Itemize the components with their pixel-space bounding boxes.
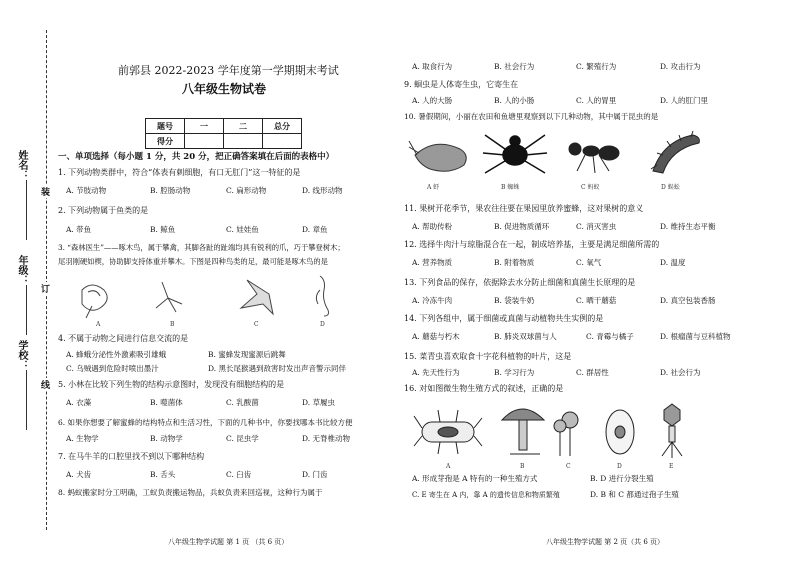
animal-label-c: C 蚂蚁 <box>581 184 600 191</box>
score-head-part1: 一 <box>185 119 224 134</box>
q3-stem-line1: 3. “森林医生”——啄木鸟，属于攀禽，其脚各趾的趾端均具有锐利的爪，巧于攀登树木； <box>58 243 345 252</box>
name-label: 姓名： <box>16 150 27 180</box>
shrimp-image <box>409 141 466 171</box>
q8-option-c: C. 繁殖行为 <box>576 62 617 71</box>
microbe-label-a: A <box>446 463 451 470</box>
virus-image <box>662 404 682 458</box>
score-head-label: 题号 <box>146 119 185 134</box>
score-total-cell[interactable] <box>263 134 302 149</box>
bird-foot-label-b: B <box>170 321 175 328</box>
q13-option-d: D. 真空包装香肠 <box>660 296 716 305</box>
q7-option-b: B. 舌头 <box>150 470 176 479</box>
q8-option-b: B. 社会行为 <box>494 62 535 71</box>
score-table <box>145 118 302 149</box>
q16-option-c: C. E 寄生在 A 内，靠 A 的遗传信息和物质繁殖 <box>412 491 560 499</box>
q2-option-c: C. 娃娃鱼 <box>226 225 259 234</box>
q10-stem: 10. 暑假期间，小丽在农田和鱼塘里观察到以下几种动物，其中属于昆虫的是 <box>404 112 659 121</box>
q11-option-b: B. 促进物质循环 <box>494 222 550 231</box>
spider-image <box>483 135 547 173</box>
q4-stem: 4. 不属于动物之间进行信息交流的是 <box>58 334 189 343</box>
q1-option-b: B. 腔肠动物 <box>150 186 191 195</box>
q13-stem: 13. 下列食品的保存，依据除去水分防止细菌和真菌生长原理的是 <box>404 278 636 287</box>
score-head-part2: 二 <box>224 119 263 134</box>
q16-option-b: B. D 进行分裂生殖 <box>590 474 654 483</box>
animal-label-a: A 虾 <box>427 184 440 191</box>
school-label: 学校： <box>16 340 27 370</box>
mold-image <box>554 412 578 456</box>
q11-option-d: D. 维持生态平衡 <box>660 222 716 231</box>
q9-stem: 9. 蛔虫是人体寄生虫，它寄生在 <box>404 80 519 89</box>
q2-option-b: B. 鲸鱼 <box>150 225 176 234</box>
grade-underline <box>26 285 27 335</box>
q8-option-d: D. 攻击行为 <box>660 62 701 71</box>
q15-option-a: A. 先天性行为 <box>412 368 460 377</box>
mushroom-image <box>502 409 544 454</box>
q4-option-d: D. 黑长尾猴遇到敌害时发出声音警示同伴 <box>208 364 347 373</box>
q6-option-a: A. 生物学 <box>66 434 99 443</box>
q9-option-c: C. 人的胃里 <box>576 96 617 105</box>
q15-stem: 15. 菜青虫喜欢取食十字花科植物的叶片，这是 <box>404 352 572 361</box>
q12-stem: 12. 选择牛肉汁与琼脂混合在一起，制成培养基，主要是满足细菌所需的 <box>404 240 660 249</box>
q5-option-a: A. 衣藻 <box>66 398 92 407</box>
q7-option-c: C. 臼齿 <box>226 470 252 479</box>
q11-option-a: A. 帮助传粉 <box>412 222 453 231</box>
q7-stem: 7. 在马牛羊的口腔里找不到以下哪种结构 <box>58 452 205 461</box>
q12-option-a: A. 营养物质 <box>412 258 453 267</box>
animal-label-d: D 蜈蚣 <box>661 184 680 191</box>
q6-option-d: D. 无脊椎动物 <box>302 434 351 443</box>
q12-option-c: C. 氧气 <box>576 258 602 267</box>
microbe-label-c: C <box>566 463 571 470</box>
q12-option-b: B. 附着物质 <box>494 258 535 267</box>
animal-label-b: B 蜘蛛 <box>501 184 520 191</box>
q3-stem-line2: 尾羽刚硬如楔，协助脚支持体重并攀木。下图是四种鸟类的足，最可能是啄木鸟的是 <box>58 257 328 266</box>
q14-option-d: D. 根瘤菌与豆科植物 <box>660 332 731 341</box>
q2-option-d: D. 章鱼 <box>302 225 328 234</box>
centipede-image <box>651 131 699 173</box>
microbe-label-b: B <box>520 463 525 470</box>
fold-mark-zhuang: 装 <box>41 185 50 198</box>
q16-stem: 16. 对如图微生物生殖方式的叙述，正确的是 <box>404 384 564 393</box>
ant-image <box>569 143 619 173</box>
q1-option-a: A. 节肢动物 <box>66 186 107 195</box>
q11-option-c: C. 消灭害虫 <box>576 222 617 231</box>
bird-foot-label-a: A <box>96 321 101 328</box>
q9-option-d: D. 人的肛门里 <box>660 96 709 105</box>
q8-stem: 8. 蚂蚁搬家时分工明确，工蚁负责搬运物品，兵蚁负责来回巡视，这种行为属于 <box>58 488 323 497</box>
q4-option-a: A. 蜂蛾分泌性外激素吸引雄蛾 <box>66 350 167 359</box>
animals-figure <box>405 125 705 195</box>
q16-option-d: D. B 和 C 都通过孢子生殖 <box>590 490 679 499</box>
q4-option-c: C. 乌贼遇到危险时喷出墨汁 <box>66 364 159 373</box>
q5-stem: 5. 小林在比较下列生物的结构示意图时，发现没有细胞结构的是 <box>58 380 285 389</box>
q12-option-d: D. 温度 <box>660 258 686 267</box>
dashed-fold-line <box>46 30 47 530</box>
bird-foot-d <box>316 276 328 316</box>
q6-stem: 6. 如果你想要了解蜜蜂的结构特点和生活习性，下面的几种书中，你要找哪本书比较方便 <box>58 418 353 427</box>
microbe-label-d: D <box>617 463 622 470</box>
bird-foot-label-d: D <box>320 321 325 328</box>
binding-margin <box>0 0 60 561</box>
bird-foot-b <box>156 282 182 312</box>
fold-mark-ding: 订 <box>41 282 50 295</box>
footer-right: 八年级生物学试题 第 2 页（共 6 页） <box>546 538 665 546</box>
q5-option-c: C. 乳酸菌 <box>226 398 259 407</box>
exam-subtitle: 八年级生物试卷 <box>182 82 267 96</box>
score-part1-cell[interactable] <box>185 134 224 149</box>
section1-title: 一、单项选择（每小题 1 分，共 20 分，把正确答案填在后面的表格中） <box>58 152 335 162</box>
exam-title: 前郭县 2022-2023 学年度第一学期期末考试 <box>118 64 339 77</box>
bird-foot-c <box>241 280 273 314</box>
q1-option-c: C. 扁形动物 <box>226 186 267 195</box>
microbe-label-e: E <box>669 463 674 470</box>
q7-option-a: A. 犬齿 <box>66 470 92 479</box>
bird-feet-figure <box>62 270 352 330</box>
q13-option-a: A. 冷冻牛肉 <box>412 296 453 305</box>
q11-stem: 11. 果树开花季节，果农往往要在果园里放养蜜蜂，这对果树的意义 <box>404 204 644 213</box>
grade-label: 年级： <box>16 255 27 285</box>
q9-option-b: B. 人的小肠 <box>494 96 535 105</box>
q2-option-a: A. 带鱼 <box>66 225 92 234</box>
score-head-total: 总分 <box>263 119 302 134</box>
q13-option-c: C. 晒干蘑菇 <box>576 296 617 305</box>
score-part2-cell[interactable] <box>224 134 263 149</box>
yeast-image <box>606 410 634 454</box>
q5-option-b: B. 噬菌体 <box>150 398 183 407</box>
q14-option-b: B. 肺炎双球菌与人 <box>494 332 557 341</box>
q1-stem: 1. 下列动物类群中，符合“体表有刺细胞，有口无肛门”这一特征的是 <box>58 168 301 177</box>
fold-mark-xian: 线 <box>41 378 50 391</box>
name-underline <box>26 180 27 240</box>
q9-option-a: A. 人的大肠 <box>412 96 453 105</box>
score-row-label: 得分 <box>146 134 185 149</box>
microbes-figure <box>410 398 710 470</box>
q6-option-c: C. 昆虫学 <box>226 434 259 443</box>
q14-stem: 14. 下列各组中，属于细菌或真菌与动植物共生实例的是 <box>404 314 604 323</box>
school-underline <box>26 370 27 430</box>
q5-option-d: D. 草履虫 <box>302 398 336 407</box>
q1-option-d: D. 线形动物 <box>302 186 343 195</box>
q2-stem: 2. 下列动物属于鱼类的是 <box>58 206 149 215</box>
bacterium-image <box>414 410 482 454</box>
q6-option-b: B. 动物学 <box>150 434 183 443</box>
bird-foot-label-c: C <box>254 321 259 328</box>
q15-option-d: D. 社会行为 <box>660 368 701 377</box>
q16-option-a: A. 形成芽孢是 A 特有的一种生殖方式 <box>412 474 538 483</box>
q8-option-a: A. 取食行为 <box>412 62 453 71</box>
q14-option-c: C. 青霉与橘子 <box>586 332 634 341</box>
q15-option-b: B. 学习行为 <box>494 368 535 377</box>
bird-foot-a <box>82 285 107 318</box>
q14-option-a: A. 蘑菇与朽木 <box>412 332 460 341</box>
q13-option-b: B. 袋装牛奶 <box>494 296 535 305</box>
q7-option-d: D. 门齿 <box>302 470 328 479</box>
q4-option-b: B. 蜜蜂发现蜜源后跳舞 <box>208 350 286 359</box>
q15-option-c: C. 群居性 <box>576 368 609 377</box>
footer-left: 八年级生物学试题 第 1 页 （共 6 页） <box>168 538 289 546</box>
